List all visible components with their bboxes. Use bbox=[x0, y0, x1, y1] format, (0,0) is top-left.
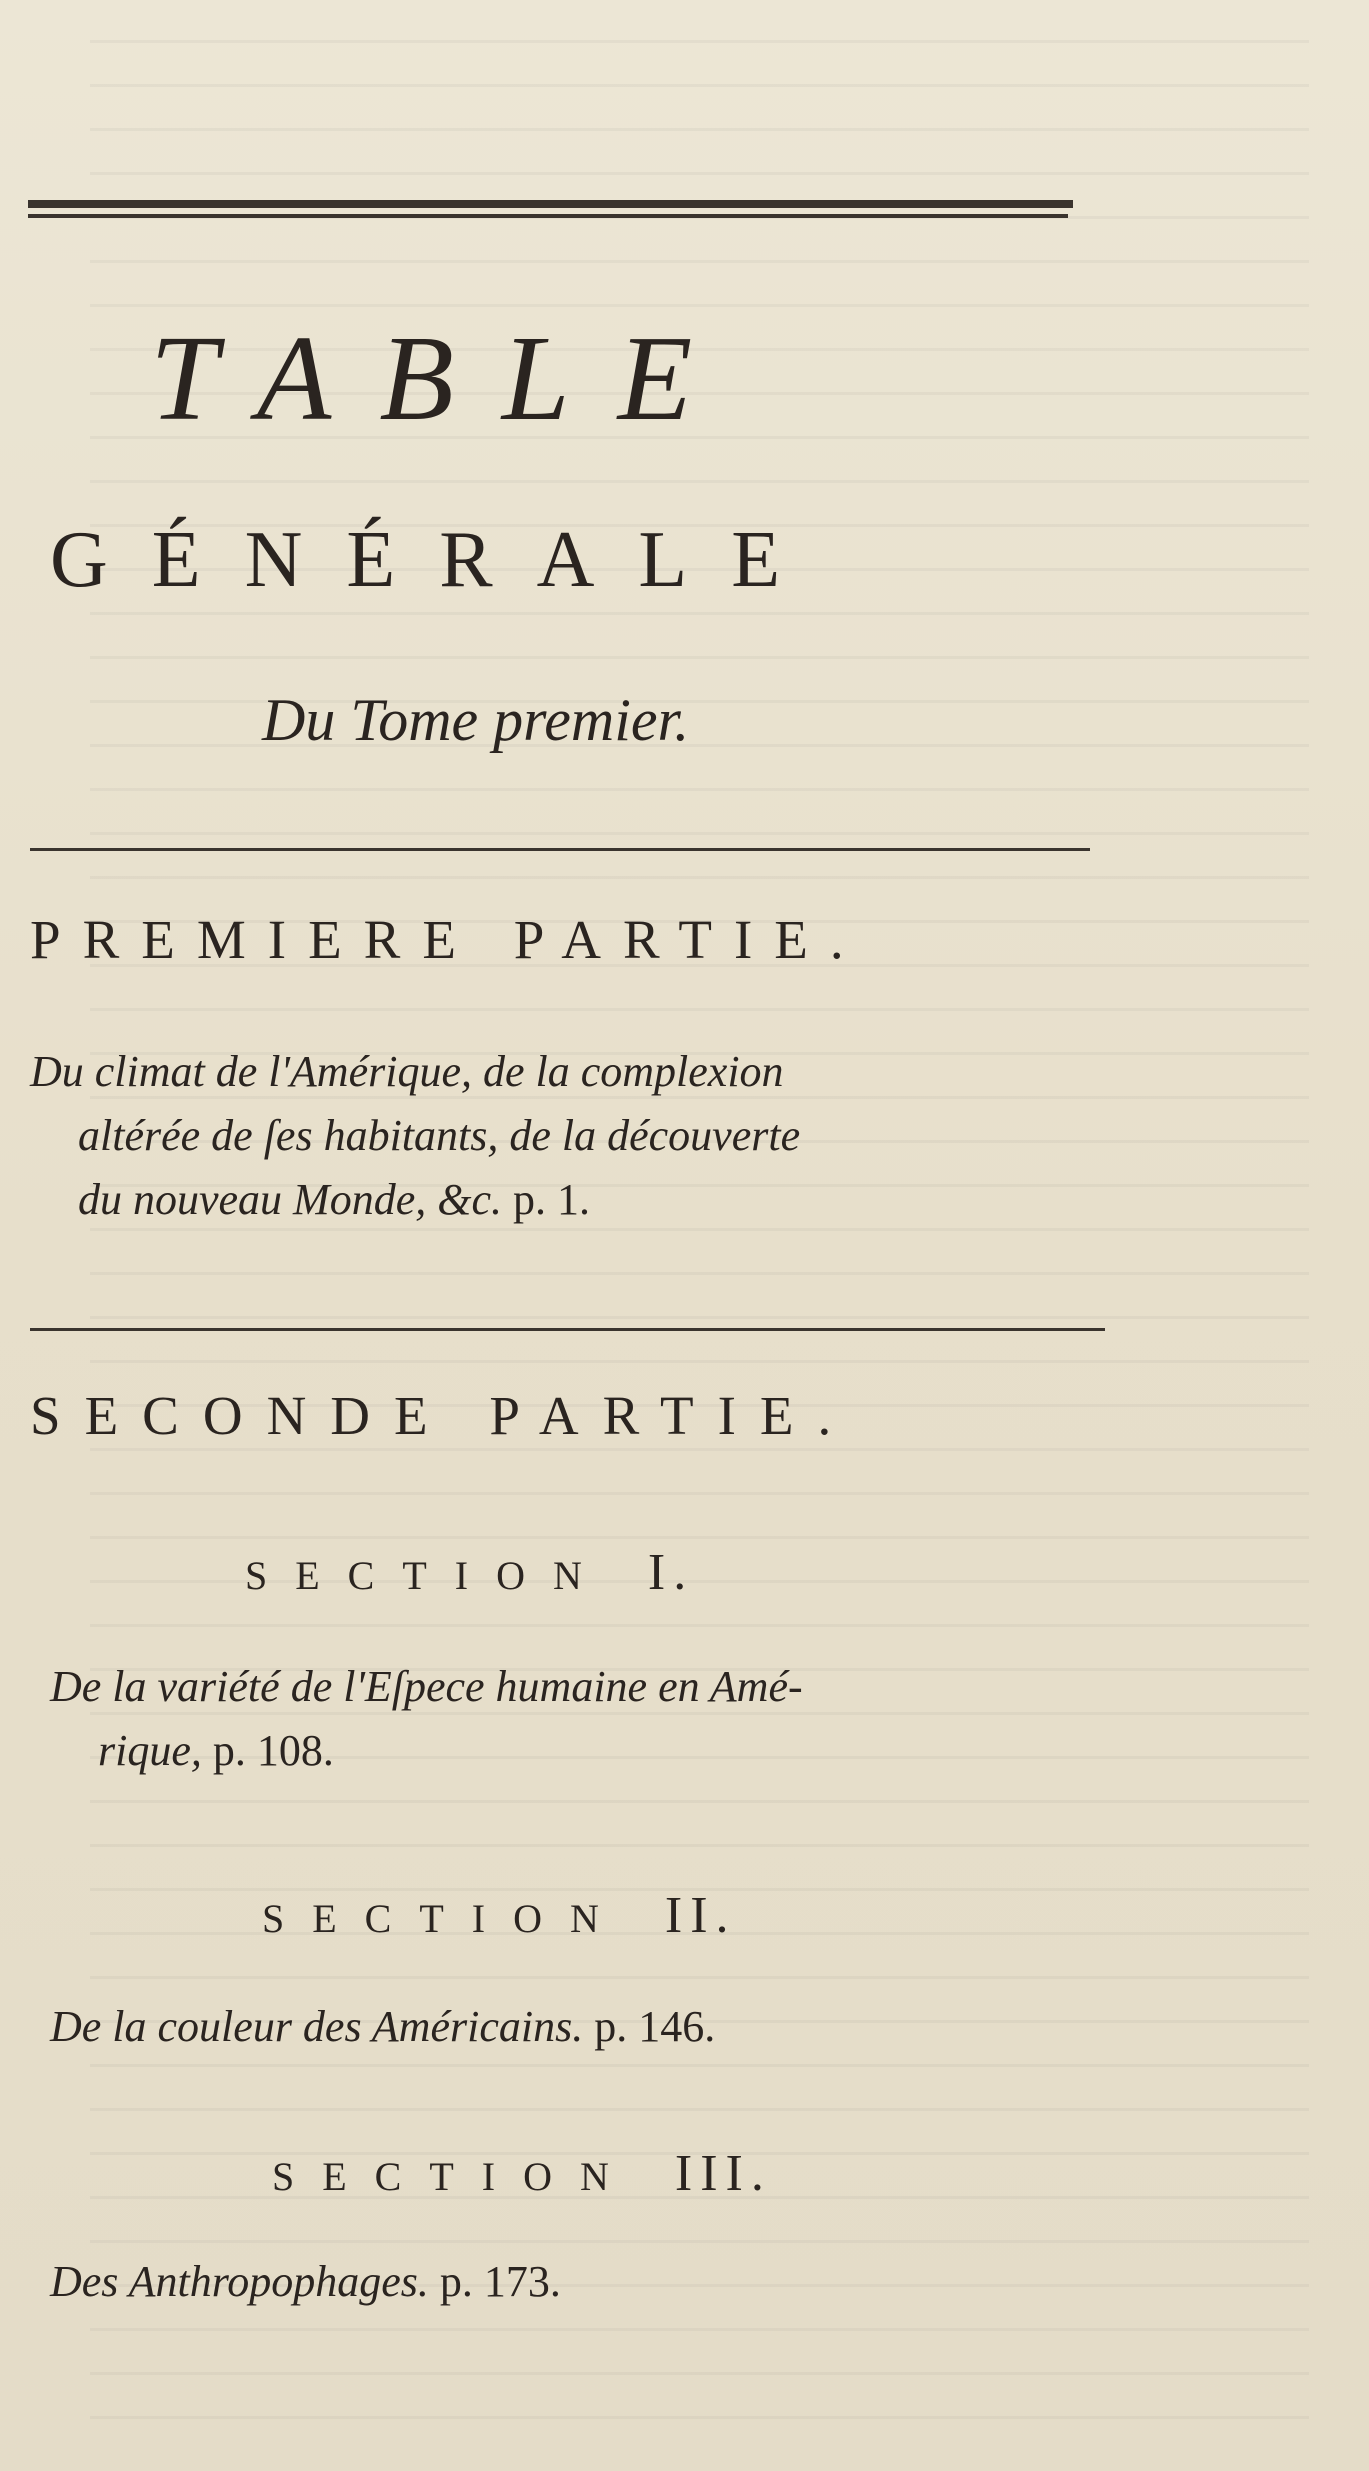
section-label: SECTION bbox=[272, 2154, 637, 2199]
page-title: TABLE bbox=[150, 311, 741, 446]
page-reference: p. 173. bbox=[439, 2257, 561, 2306]
toc-entry bbox=[50, 1995, 1150, 2059]
page-reference: p. 108. bbox=[212, 1725, 334, 1775]
entry-line: Des Anthropophages. bbox=[50, 2257, 429, 2306]
entry-line: De la couleur des Américains. bbox=[50, 2002, 584, 2051]
section-heading-3 bbox=[272, 2145, 772, 2202]
volume-label: Du Tome premier. bbox=[262, 687, 690, 753]
page-reference: p. 146. bbox=[594, 2002, 716, 2051]
toc-entry bbox=[50, 1655, 1150, 1783]
divider-rule bbox=[30, 848, 1090, 851]
section-number: I. bbox=[647, 1544, 695, 1601]
part-heading-1: PREMIERE PARTIE. bbox=[30, 909, 866, 970]
top-ornamental-rule bbox=[28, 200, 1073, 208]
entry-line: du nouveau Monde, &c. bbox=[78, 1174, 502, 1224]
divider-rule bbox=[30, 1328, 1105, 1331]
top-ornamental-rule-thin bbox=[28, 214, 1068, 218]
section-label: SECTION bbox=[245, 1553, 610, 1598]
part-heading-2: SECONDE PARTIE. bbox=[30, 1385, 856, 1446]
entry-line: Du climat de l'Amérique, de la complexion bbox=[30, 1047, 784, 1096]
entry-line: De la variété de l'Eſpece humaine en Amé- bbox=[50, 1662, 803, 1711]
page-subtitle: GÉNÉRALE bbox=[50, 516, 825, 604]
entry-line: altérée de ſes habitants, de la découverte bbox=[78, 1110, 801, 1160]
page-reference: p. 1. bbox=[513, 1174, 590, 1224]
section-label: SECTION bbox=[262, 1896, 627, 1941]
toc-entry bbox=[30, 1040, 1150, 1231]
section-heading-1 bbox=[245, 1544, 695, 1601]
section-number: II. bbox=[664, 1887, 737, 1944]
entry-line: rique, bbox=[98, 1725, 202, 1775]
section-number: III. bbox=[674, 2145, 772, 2202]
toc-entry bbox=[50, 2250, 1150, 2314]
section-heading-2 bbox=[262, 1887, 737, 1944]
